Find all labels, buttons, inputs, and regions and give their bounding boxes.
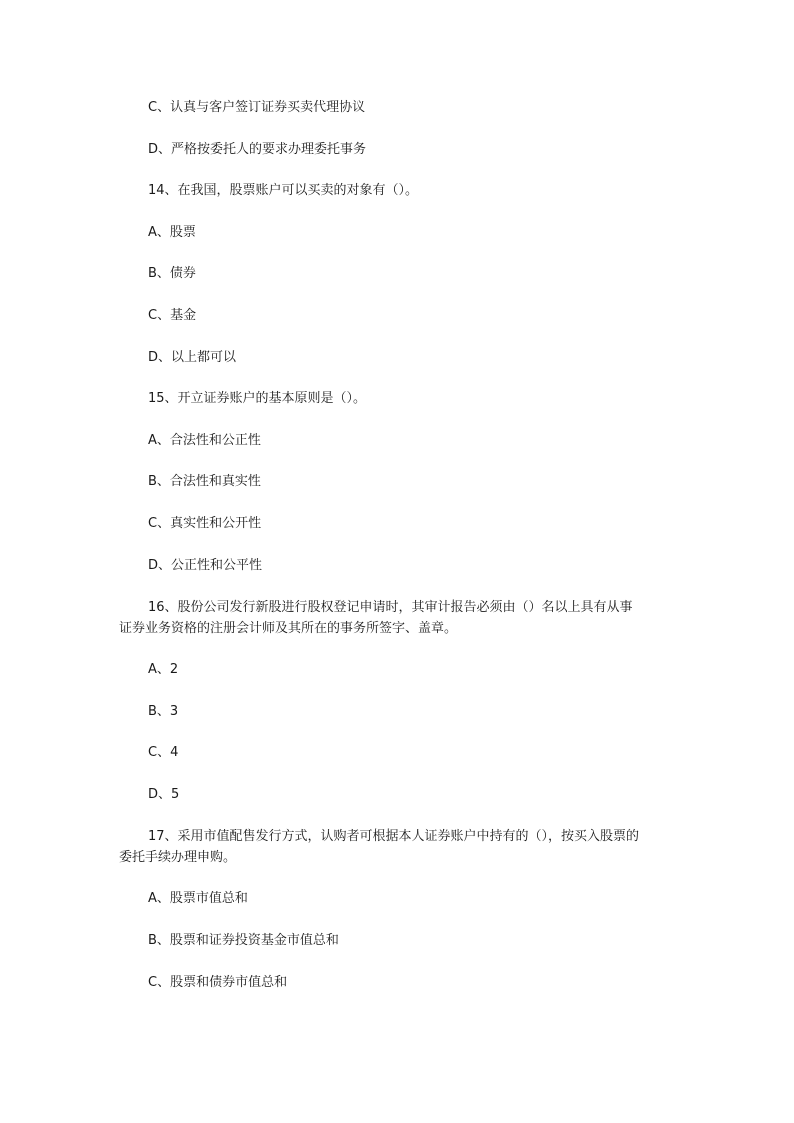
question-17-stem-line-2: 委托手续办理申购。 <box>119 850 237 865</box>
q16-option-a: A、2 <box>148 662 179 677</box>
q17-option-a: A、股票市值总和 <box>148 891 248 906</box>
q15-option-c: C、真实性和公开性 <box>148 516 262 531</box>
q14-option-c: C、基金 <box>148 308 197 323</box>
q16-option-d: D、5 <box>148 787 180 802</box>
q14-option-b: B、债券 <box>148 266 196 281</box>
q16-option-b: B、3 <box>148 704 179 719</box>
q14-option-a: A、股票 <box>148 225 196 240</box>
q17-option-b: B、股票和证券投资基金市值总和 <box>148 933 339 948</box>
q14-option-d: D、以上都可以 <box>148 350 237 365</box>
q13-option-d: D、严格按委托人的要求办理委托事务 <box>148 142 367 157</box>
q17-option-c: C、股票和债券市值总和 <box>148 975 288 990</box>
question-16-stem-line-1: 16、股份公司发行新股进行股权登记申请时，其审计报告必须由（）名以上具有从事 <box>148 600 633 615</box>
question-17-stem-line-1: 17、采用市值配售发行方式，认购者可根据本人证券账户中持有的（），按买入股票的 <box>148 829 640 844</box>
question-15-stem: 15、开立证券账户的基本原则是（）。 <box>148 391 367 406</box>
q15-option-a: A、合法性和公正性 <box>148 433 261 448</box>
q16-option-c: C、4 <box>148 745 179 760</box>
q13-option-c: C、认真与客户签订证券买卖代理协议 <box>148 100 366 115</box>
question-14-stem: 14、在我国，股票账户可以买卖的对象有（）。 <box>148 183 419 198</box>
q15-option-d: D、公正性和公平性 <box>148 558 263 573</box>
q15-option-b: B、合法性和真实性 <box>148 474 261 489</box>
question-16-stem-line-2: 证券业务资格的注册会计师及其所在的事务所签字、盖章。 <box>119 621 458 636</box>
